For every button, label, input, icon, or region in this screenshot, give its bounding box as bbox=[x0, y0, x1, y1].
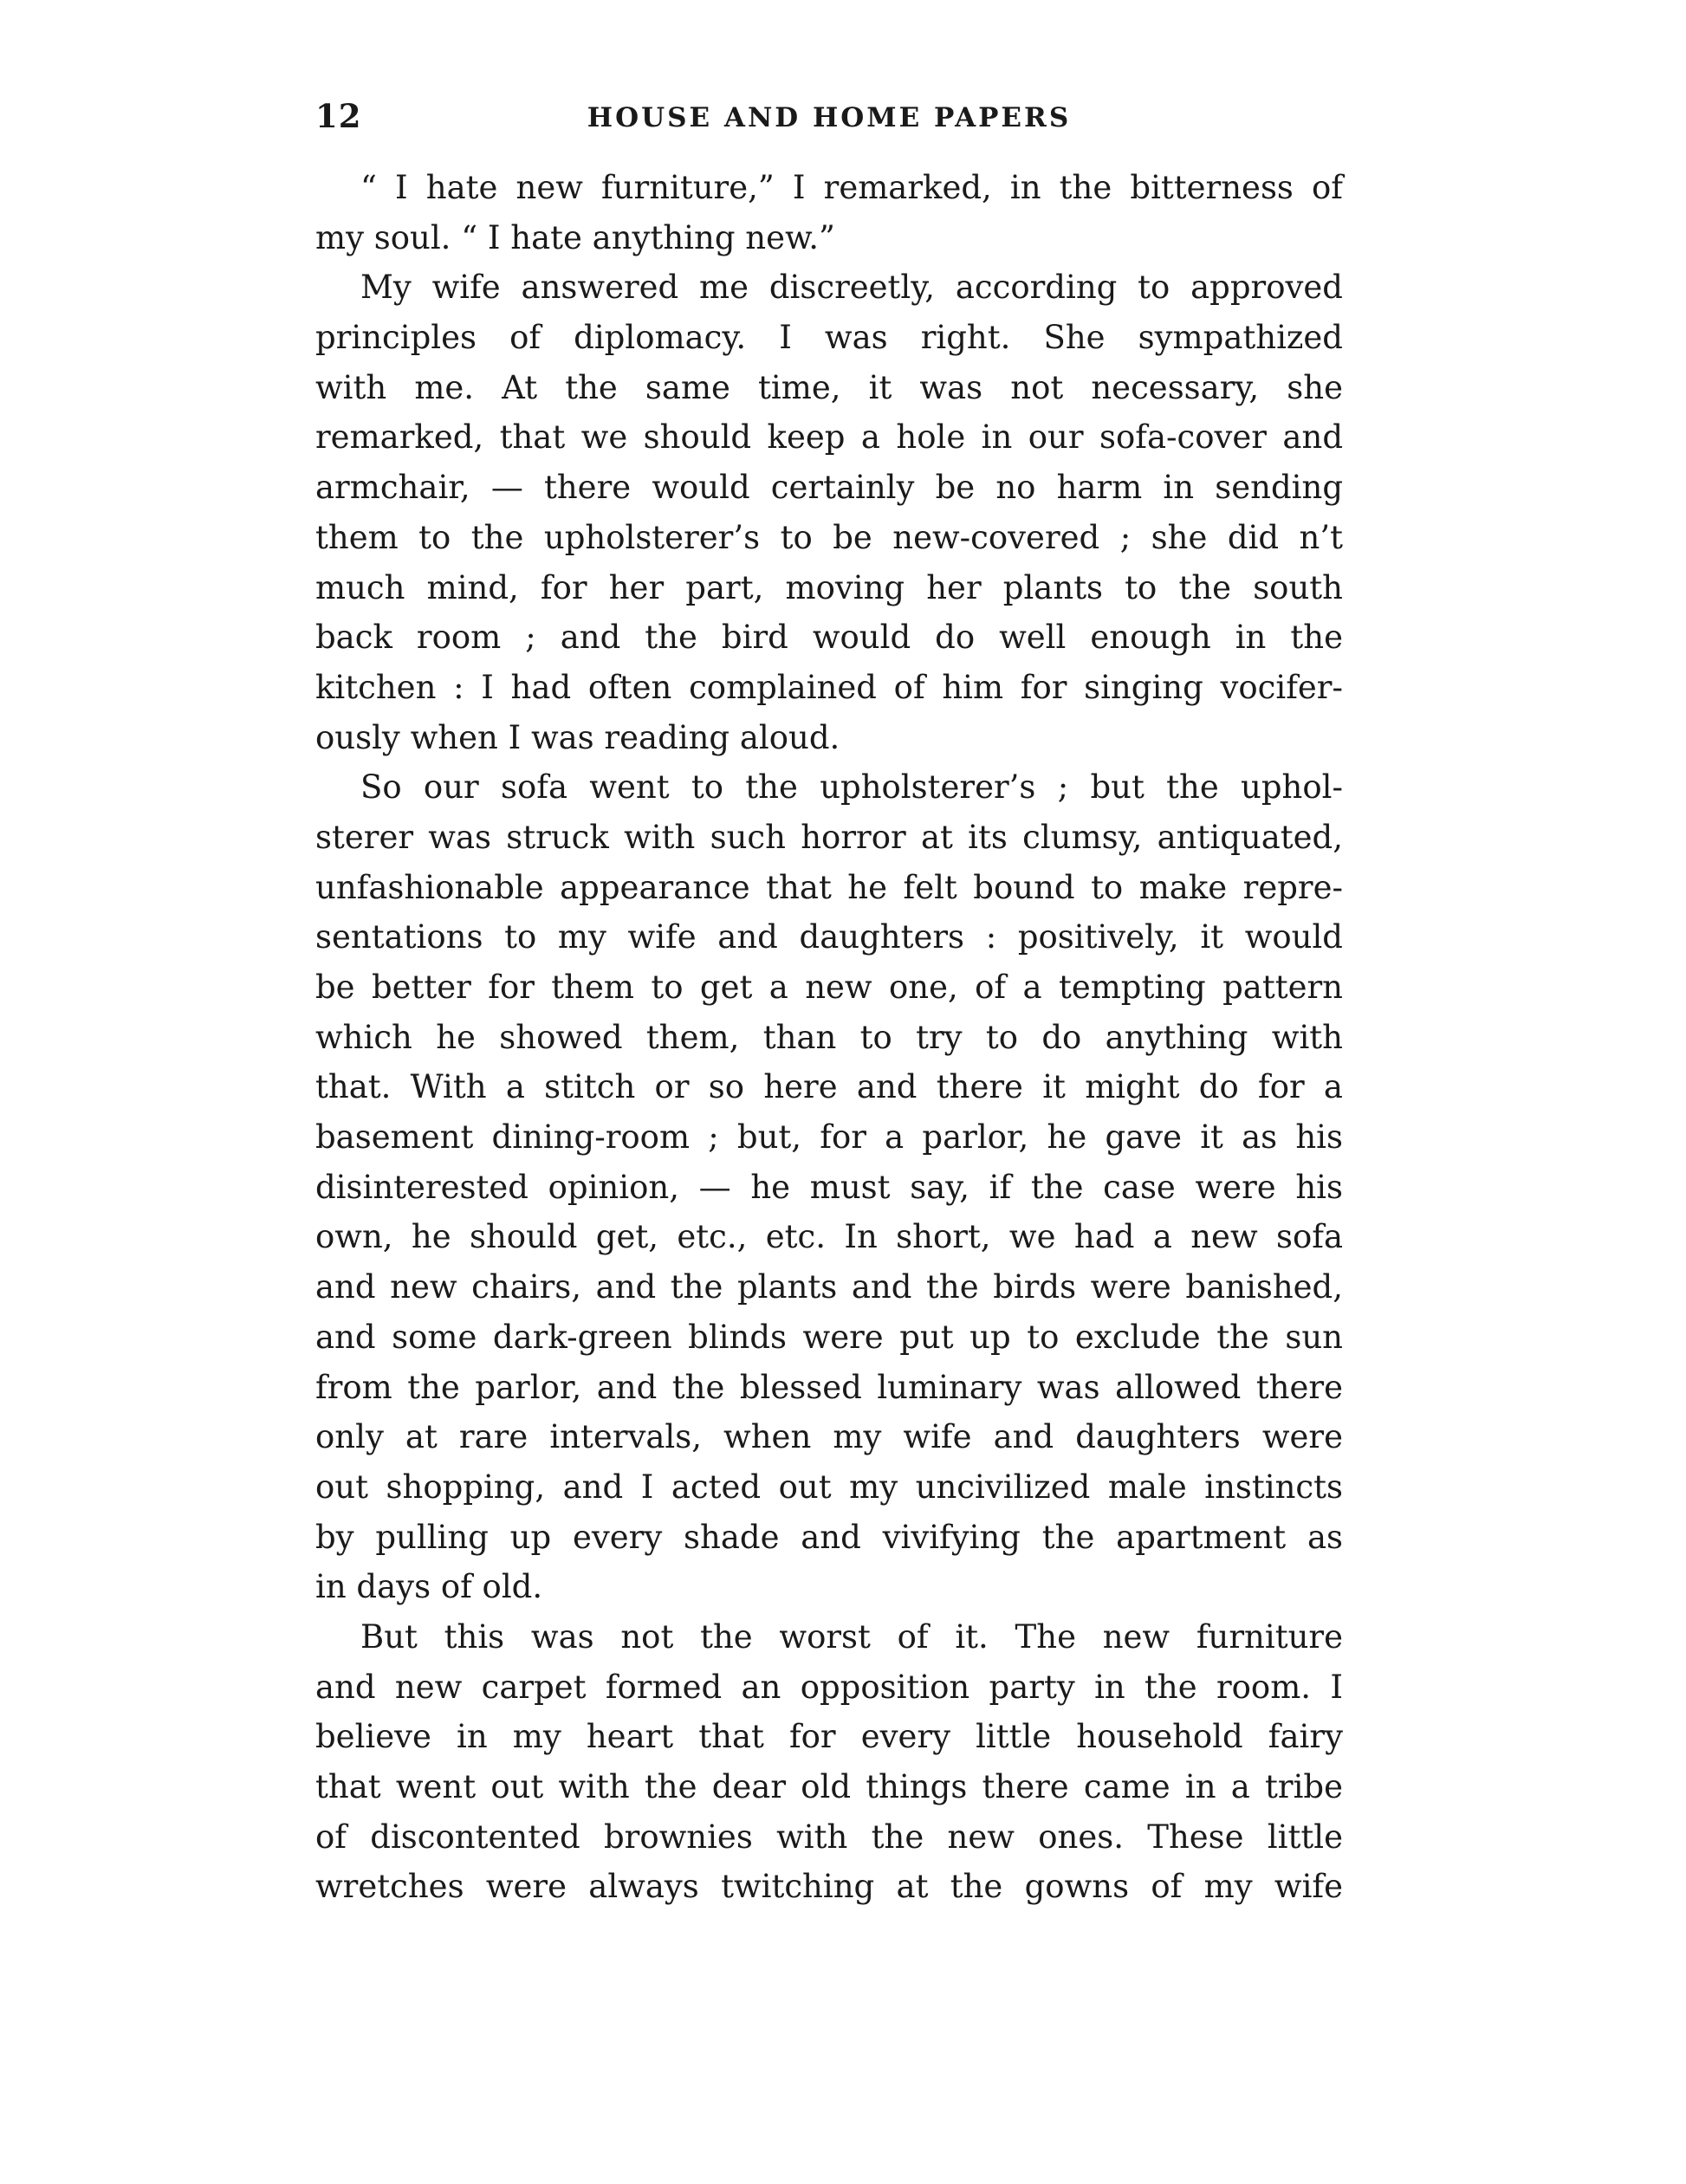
text-line: kitchen : I had often complained of him for singing vocifer- bbox=[315, 668, 1343, 706]
text-line: ously when I was reading aloud. bbox=[315, 718, 840, 756]
text-line: believe in my heart that for every little household fairy bbox=[315, 1718, 1343, 1756]
text-line: principles of diplomacy. I was right. She sympathized bbox=[315, 319, 1343, 357]
text-line: sterer was struck with such horror at its clumsy, antiquated, bbox=[315, 818, 1343, 856]
text-line: and new carpet formed an opposition party in the room. I bbox=[315, 1668, 1343, 1706]
text-line: which he showed them, than to try to do anything with bbox=[315, 1018, 1343, 1056]
text-line: wretches were always twitching at the gowns of my wife bbox=[315, 1868, 1343, 1906]
text-line: remarked, that we should keep a hole in our sofa-cover and bbox=[315, 418, 1343, 457]
text-line: in days of old. bbox=[315, 1568, 543, 1606]
text-line: from the parlor, and the blessed luminary was allowed there bbox=[315, 1368, 1343, 1406]
text-line: be better for them to get a new one, of a tempting pattern bbox=[315, 969, 1343, 1006]
body-text bbox=[315, 163, 1343, 1912]
running-title: HOUSE AND HOME PAPERS bbox=[587, 102, 1072, 133]
text-line: and new chairs, and the plants and the birds were banished, bbox=[315, 1268, 1343, 1306]
text-line: and some dark-green blinds were put up to exclude the sun bbox=[315, 1318, 1343, 1356]
text-line: only at rare intervals, when my wife and daughters were bbox=[315, 1418, 1343, 1456]
text-line: My wife answered me discreetly, according to approved bbox=[360, 269, 1343, 307]
text-line: them to the upholsterer’s to be new-covered ; she did n’t bbox=[315, 518, 1343, 556]
text-line: unfashionable appearance that he felt bound to make repre- bbox=[315, 868, 1343, 906]
paragraph bbox=[315, 163, 1343, 262]
running-head bbox=[315, 97, 1343, 140]
paragraph bbox=[315, 762, 1343, 1612]
text-line: disinterested opinion, — he must say, if the case were his bbox=[315, 1168, 1343, 1206]
text-line: that went out with the dear old things there came in a tribe bbox=[315, 1768, 1343, 1805]
text-line: “ I hate new furniture,” I remarked, in the bitterness of bbox=[360, 169, 1343, 206]
text-line: sentations to my wife and daughters : positively, it would bbox=[315, 918, 1343, 956]
text-line: back room ; and the bird would do well enough in the bbox=[315, 619, 1343, 657]
text-line: with me. At the same time, it was not necessary, she bbox=[315, 368, 1343, 406]
text-line: by pulling up every shade and vivifying the apartment as bbox=[315, 1518, 1343, 1556]
text-line: much mind, for her part, moving her plants to the south bbox=[315, 568, 1343, 606]
text-line: my soul. “ I hate anything new.” bbox=[315, 218, 835, 256]
text-line: of discontented brownies with the new ones. These little bbox=[315, 1818, 1343, 1856]
text-line: own, he should get, etc., etc. In short, we had a new sofa bbox=[315, 1218, 1343, 1256]
text-line: out shopping, and I acted out my uncivilized male instincts bbox=[315, 1468, 1343, 1506]
text-line: But this was not the worst of it. The new furniture bbox=[360, 1617, 1343, 1656]
paragraph bbox=[315, 1612, 1343, 1912]
text-line: basement dining-room ; but, for a parlor, he gave it as his bbox=[315, 1118, 1343, 1157]
text-line: that. With a stitch or so here and there it might do for a bbox=[315, 1068, 1343, 1106]
paragraph bbox=[315, 262, 1343, 762]
text-line: So our sofa went to the upholsterer’s ; but the uphol- bbox=[360, 768, 1343, 807]
text-line: armchair, — there would certainly be no harm in sending bbox=[315, 469, 1343, 507]
page-number: 12 bbox=[315, 97, 362, 135]
